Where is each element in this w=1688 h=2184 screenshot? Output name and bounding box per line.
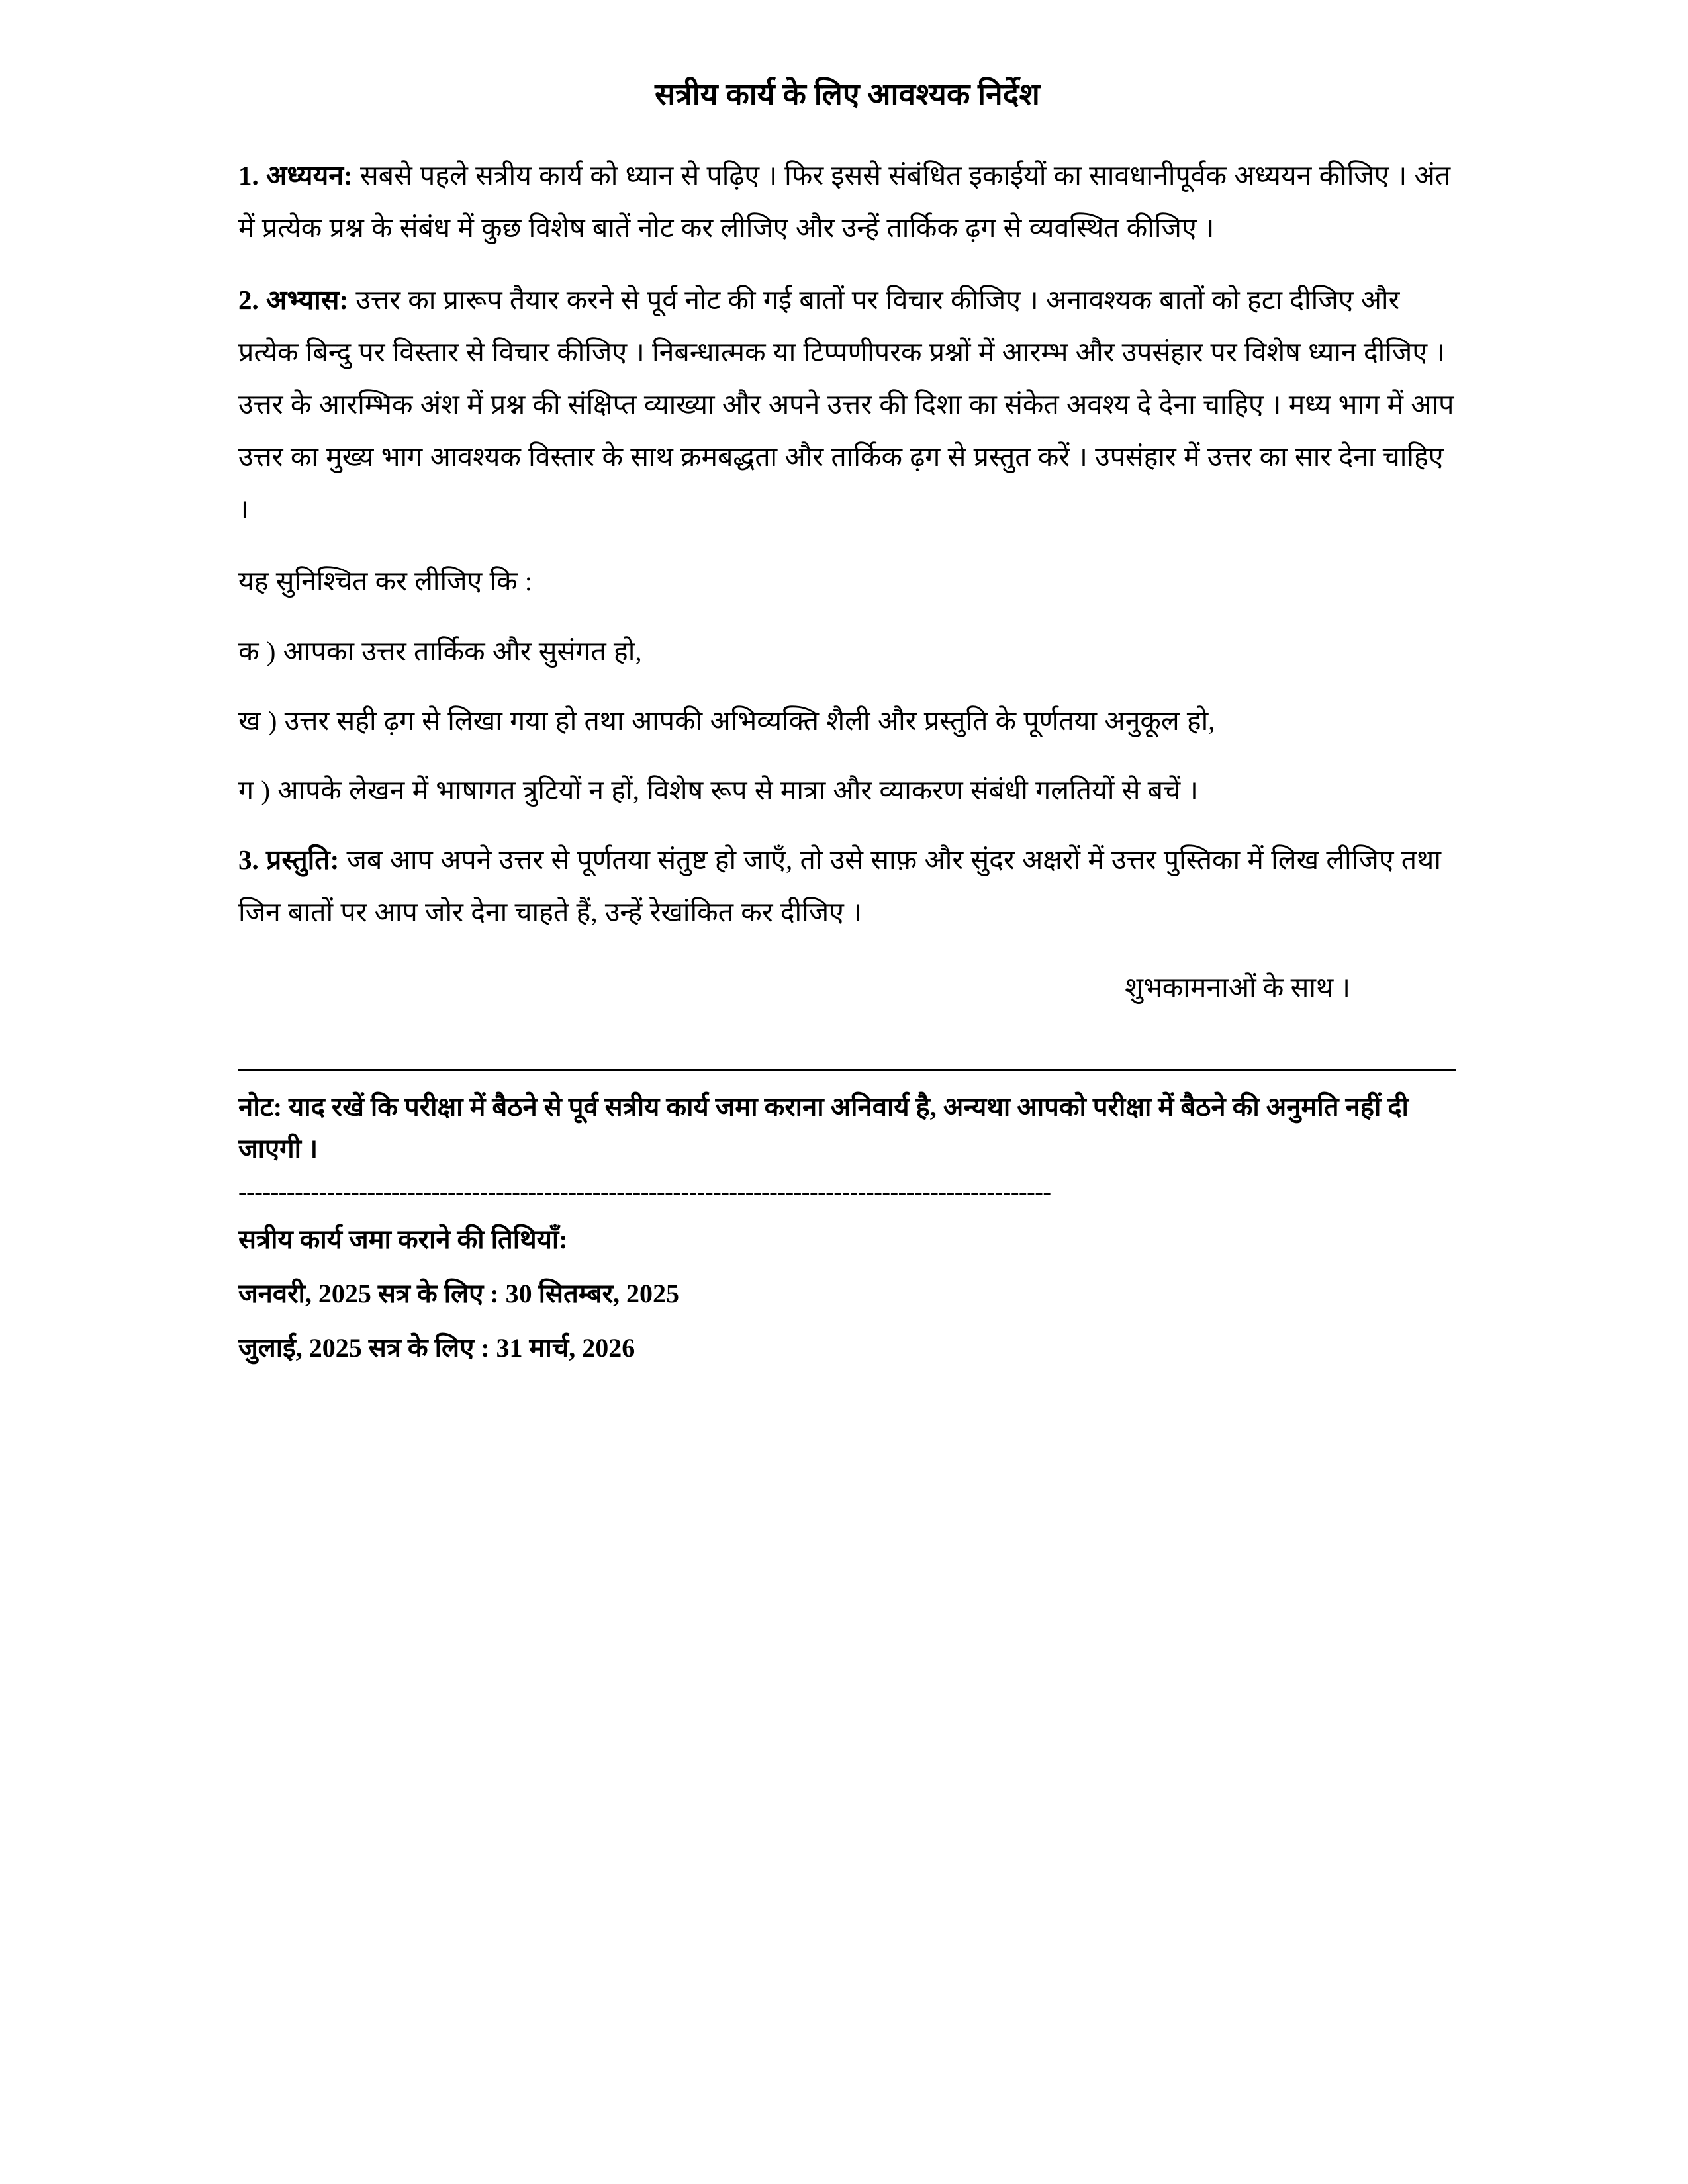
checklist-item-kha: ख ) उत्तर सही ढ़ग से लिखा गया हो तथा आपकी अभिव्यक्ति शैली और प्रस्तुति के पूर्णतया अनुकूल हो, [238, 705, 1215, 736]
instruction-paragraph-2 [238, 274, 1456, 536]
instruction-1-text: सबसे पहले सत्रीय कार्य को ध्यान से पढ़िए । फिर इससे संबंधित इकाईयों का सावधानीपूर्वक अध्ययन कीजिए । अंत में प्रत्येक प्रश्न के संबंध में कुछ विशेष बातें नोट कर लीजिए और उन्हें तार्किक ढ़ग से व्यवस्थित कीजिए । [238, 159, 1451, 243]
date-line-july-session: जुलाई, 2025 सत्र के लिए : 31 मार्च, 2026 [238, 1332, 635, 1363]
instruction-1-label: 1. अध्ययन: [238, 159, 353, 191]
dashed-divider: ----------------------------------------------------------------------------------------------------- [238, 1178, 1051, 1206]
instruction-3-label: 3. प्रस्तुति: [238, 844, 340, 875]
instruction-3-text: जब आप अपने उत्तर से पूर्णतया संतुष्ट हो जाएँ, तो उसे साफ़ और सुंदर अक्षरों में उत्तर पुस्तिका में लिख लीजिए तथा जिन बातों पर आप जोर देना चाहते हैं, उन्हें रेखांकित कर दीजिए । [238, 844, 1441, 927]
dates-heading: सत्रीय कार्य जमा कराने की तिथियाँ: [238, 1224, 568, 1254]
checklist-item-ka: क ) आपका उत्तर तार्किक और सुसंगत हो, [238, 635, 642, 666]
instruction-2-label: 2. अभ्यास: [238, 284, 349, 315]
instructions-body [238, 150, 1456, 1369]
instruction-2-text: उत्तर का प्रारूप तैयार करने से पूर्व नोट की गई बातों पर विचार कीजिए । अनावश्यक बातों को हटा दीजिए और प्रत्येक बिन्दु पर विस्तार से विचार कीजिए । निबन्धात्मक या टिप्पणीपरक प्रश्नों में आरम्भ और उपसंहार पर विशेष ध्यान दीजिए । उत्तर के आरम्भिक अंश में प्रश्न की संक्षिप्त व्याख्या और अपने उत्तर की दिशा का संकेत अवश्य दे देना चाहिए । मध्य भाग में आप उत्तर का मुख्य भाग आवश्यक विस्तार के साथ क्रमबद्धता और तार्किक ढ़ग से प्रस्तुत करें । उपसंहार में उत्तर का सार देना चाहिए । [238, 284, 1454, 525]
submission-note: नोट: याद रखें कि परीक्षा में बैठने से पूर्व सत्रीय कार्य जमा कराना अनिवार्य है, अन्यथा आपको परीक्षा में बैठने की अनुमति नहीं दी जाएगी । [238, 1092, 1409, 1164]
closing-wishes: शुभकामनाओं के साथ । [1125, 972, 1350, 1003]
instruction-paragraph-3 [238, 834, 1456, 938]
checklist-intro: यह सुनिश्चित कर लीजिए कि : [238, 566, 533, 597]
horizontal-divider [238, 1069, 1456, 1071]
page-title: सत्रीय कार्य के लिए आवश्यक निर्देश [655, 77, 1040, 111]
checklist-item-ga: ग ) आपके लेखन में भाषागत त्रुटियों न हों, विशेष रूप से मात्रा और व्याकरण संबंधी गलतियों से बचें । [238, 774, 1198, 805]
instruction-paragraph-1 [238, 150, 1456, 254]
date-line-january-session: जनवरी, 2025 सत्र के लिए : 30 सितम्बर, 2025 [238, 1278, 679, 1308]
